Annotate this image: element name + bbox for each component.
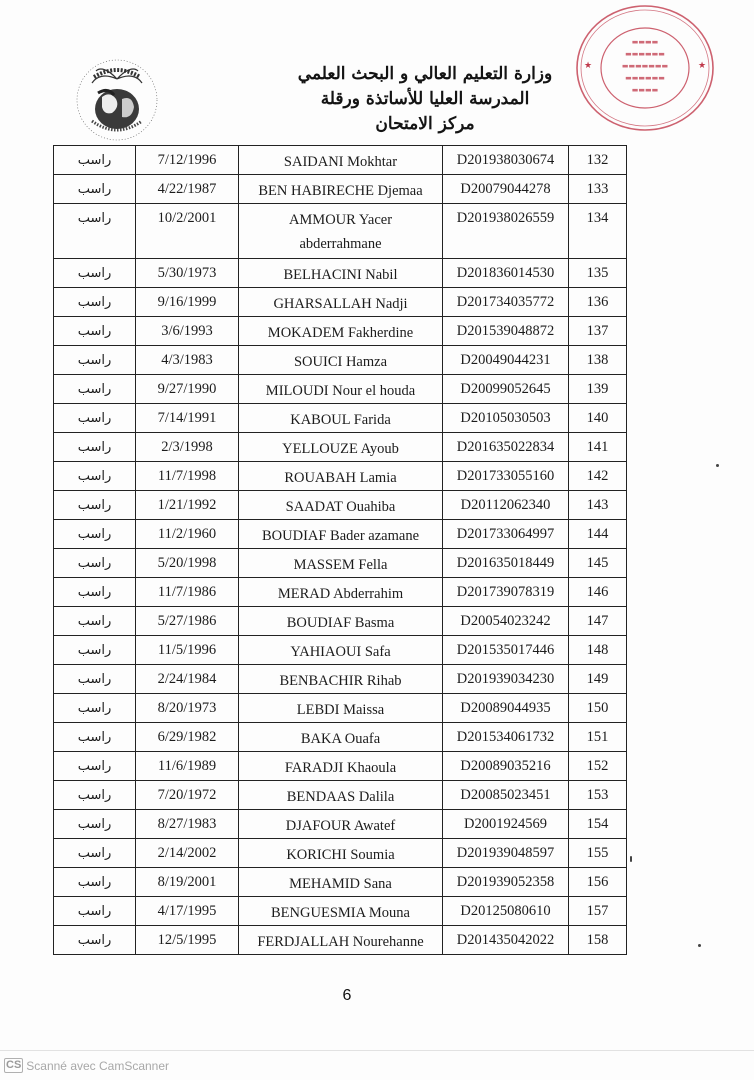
school-name: المدرسة العليا للأساتذة ورقلة [320,89,530,109]
registration-id-cell: D201539048872 [443,317,569,346]
name-cell: BENBACHIR Rihab [239,665,443,694]
birth-date-cell: 9/16/1999 [136,288,239,317]
camscanner-watermark [4,1058,169,1073]
name-cell: KORICHI Soumia [239,839,443,868]
name-cell: MEHAMID Sana [239,868,443,897]
table-row [54,288,627,317]
birth-date-cell: 5/20/1998 [136,549,239,578]
table-row [54,926,627,955]
row-number-cell: 137 [569,317,627,346]
name-cell: YELLOUZE Ayoub [239,433,443,462]
registration-id-cell: D201534061732 [443,723,569,752]
registration-id-cell: D201836014530 [443,259,569,288]
birth-date-cell: 4/22/1987 [136,175,239,204]
name-cell: GHARSALLAH Nadji [239,288,443,317]
table-row [54,520,627,549]
row-number-cell: 153 [569,781,627,810]
registration-id-cell: D20112062340 [443,491,569,520]
birth-date-cell: 3/6/1993 [136,317,239,346]
registration-id-cell: D2001924569 [443,810,569,839]
ministry-name: وزارة التعليم العالي و البحث العلمي [297,64,553,84]
table-row [54,146,627,175]
row-number-cell: 154 [569,810,627,839]
name-cell: AMMOUR Yacer abderrahmane [239,204,443,259]
registration-id-cell: D201938026559 [443,204,569,259]
birth-date-cell: 10/2/2001 [136,204,239,259]
status-cell: راسب [54,317,136,346]
status-cell: راسب [54,752,136,781]
birth-date-cell: 2/14/2002 [136,839,239,868]
birth-date-cell: 1/21/1992 [136,491,239,520]
birth-date-cell: 11/2/1960 [136,520,239,549]
name-cell: SAADAT Ouahiba [239,491,443,520]
registration-id-cell: D201939052358 [443,868,569,897]
name-cell: DJAFOUR Awatef [239,810,443,839]
status-cell: راسب [54,146,136,175]
status-cell: راسب [54,375,136,404]
status-cell: راسب [54,433,136,462]
row-number-cell: 141 [569,433,627,462]
registration-id-cell: D20085023451 [443,781,569,810]
registration-id-cell: D201535017446 [443,636,569,665]
name-cell: BEN HABIRECHE Djemaa [239,175,443,204]
table-row [54,317,627,346]
registration-id-cell: D20089044935 [443,694,569,723]
registration-id-cell: D201635022834 [443,433,569,462]
name-cell: MOKADEM Fakherdine [239,317,443,346]
table-row [54,404,627,433]
row-number-cell: 152 [569,752,627,781]
status-cell: راسب [54,520,136,549]
row-number-cell: 156 [569,868,627,897]
status-cell: راسب [54,665,136,694]
camscanner-text: Scanné avec CamScanner [26,1058,170,1073]
table-row [54,694,627,723]
registration-id-cell: D20105030503 [443,404,569,433]
table-row [54,810,627,839]
table-row [54,636,627,665]
table-row [54,549,627,578]
row-number-cell: 146 [569,578,627,607]
table-row [54,259,627,288]
birth-date-cell: 8/19/2001 [136,868,239,897]
status-cell: راسب [54,578,136,607]
name-cell: SOUICI Hamza [239,346,443,375]
name-cell: YAHIAOUI Safa [239,636,443,665]
row-number-cell: 134 [569,204,627,259]
name-cell: MASSEM Fella [239,549,443,578]
name-cell: BOUDIAF Bader azamane [239,520,443,549]
status-cell: راسب [54,491,136,520]
registration-id-cell: D201938030674 [443,146,569,175]
name-cell: BAKA Ouafa [239,723,443,752]
birth-date-cell: 11/5/1996 [136,636,239,665]
svg-text:★: ★ [584,61,593,71]
status-cell: راسب [54,839,136,868]
status-cell: راسب [54,897,136,926]
name-cell: BOUDIAF Basma [239,607,443,636]
name-cell: ROUABAH Lamia [239,462,443,491]
birth-date-cell: 2/24/1984 [136,665,239,694]
registration-id-cell: D201939048597 [443,839,569,868]
birth-date-cell: 6/29/1982 [136,723,239,752]
row-number-cell: 142 [569,462,627,491]
registration-id-cell: D201435042022 [443,926,569,955]
birth-date-cell: 5/27/1986 [136,607,239,636]
name-cell: MILOUDI Nour el houda [239,375,443,404]
footer-divider [0,1050,754,1051]
svg-text:▬▬▬▬: ▬▬▬▬ [631,86,659,94]
status-cell: راسب [54,926,136,955]
status-cell: راسب [54,204,136,259]
status-cell: راسب [54,607,136,636]
scan-speck [630,856,632,862]
birth-date-cell: 8/20/1973 [136,694,239,723]
registration-id-cell: D20049044231 [443,346,569,375]
row-number-cell: 155 [569,839,627,868]
svg-text:▬▬▬▬▬▬: ▬▬▬▬▬▬ [625,50,665,58]
table-row [54,665,627,694]
birth-date-cell: 4/3/1983 [136,346,239,375]
table-row [54,607,627,636]
name-cell: MERAD Abderrahim [239,578,443,607]
svg-text:▬▬▬▬▬▬: ▬▬▬▬▬▬ [625,74,665,82]
row-number-cell: 147 [569,607,627,636]
row-number-cell: 150 [569,694,627,723]
registration-id-cell: D20125080610 [443,897,569,926]
birth-date-cell: 11/6/1989 [136,752,239,781]
name-cell: FERDJALLAH Nourehanne [239,926,443,955]
status-cell: راسب [54,549,136,578]
row-number-cell: 158 [569,926,627,955]
registration-id-cell: D201734035772 [443,288,569,317]
table-row [54,723,627,752]
birth-date-cell: 11/7/1986 [136,578,239,607]
row-number-cell: 145 [569,549,627,578]
birth-date-cell: 7/14/1991 [136,404,239,433]
camscanner-logo-icon: CS [6,1059,22,1071]
birth-date-cell: 8/27/1983 [136,810,239,839]
row-number-cell: 149 [569,665,627,694]
row-number-cell: 132 [569,146,627,175]
status-cell: راسب [54,259,136,288]
table-row [54,491,627,520]
status-cell: راسب [54,404,136,433]
row-number-cell: 138 [569,346,627,375]
birth-date-cell: 4/17/1995 [136,897,239,926]
row-number-cell: 157 [569,897,627,926]
name-cell: BELHACINI Nabil [239,259,443,288]
table-row [54,204,627,259]
row-number-cell: 139 [569,375,627,404]
school-emblem-icon [72,55,162,143]
scan-speck [716,464,719,467]
status-cell: راسب [54,288,136,317]
row-number-cell: 144 [569,520,627,549]
status-cell: راسب [54,636,136,665]
registration-id-cell: D201739078319 [443,578,569,607]
name-cell: SAIDANI Mokhtar [239,146,443,175]
birth-date-cell: 9/27/1990 [136,375,239,404]
status-cell: راسب [54,346,136,375]
registration-id-cell: D201939034230 [443,665,569,694]
results-table [53,145,627,955]
official-stamp-icon [574,2,716,134]
row-number-cell: 143 [569,491,627,520]
table-row [54,897,627,926]
birth-date-cell: 7/12/1996 [136,146,239,175]
birth-date-cell: 5/30/1973 [136,259,239,288]
svg-text:▬▬▬▬: ▬▬▬▬ [631,38,659,46]
scan-speck [698,944,701,947]
results-table-body [54,146,627,955]
status-cell: راسب [54,175,136,204]
row-number-cell: 148 [569,636,627,665]
birth-date-cell: 12/5/1995 [136,926,239,955]
birth-date-cell: 2/3/1998 [136,433,239,462]
name-cell: BENGUESMIA Mouna [239,897,443,926]
table-row [54,752,627,781]
row-number-cell: 140 [569,404,627,433]
table-row [54,868,627,897]
status-cell: راسب [54,781,136,810]
exam-center-label: مركز الامتحان [375,114,475,134]
row-number-cell: 151 [569,723,627,752]
status-cell: راسب [54,462,136,491]
svg-text:★: ★ [698,61,707,71]
registration-id-cell: D20089035216 [443,752,569,781]
table-row [54,175,627,204]
registration-id-cell: D201733064997 [443,520,569,549]
name-cell: FARADJI Khaoula [239,752,443,781]
table-row [54,578,627,607]
page-number: 6 [342,987,352,1004]
table-row [54,462,627,491]
row-number-cell: 133 [569,175,627,204]
table-row [54,781,627,810]
status-cell: راسب [54,868,136,897]
registration-id-cell: D201733055160 [443,462,569,491]
document-header [290,62,560,137]
status-cell: راسب [54,723,136,752]
table-row [54,433,627,462]
registration-id-cell: D20079044278 [443,175,569,204]
birth-date-cell: 7/20/1972 [136,781,239,810]
name-cell: KABOUL Farida [239,404,443,433]
row-number-cell: 136 [569,288,627,317]
registration-id-cell: D20054023242 [443,607,569,636]
registration-id-cell: D20099052645 [443,375,569,404]
table-row [54,346,627,375]
table-row [54,839,627,868]
svg-text:▬▬▬▬▬▬▬: ▬▬▬▬▬▬▬ [621,62,669,70]
table-row [54,375,627,404]
status-cell: راسب [54,810,136,839]
row-number-cell: 135 [569,259,627,288]
registration-id-cell: D201635018449 [443,549,569,578]
status-cell: راسب [54,694,136,723]
name-cell: LEBDI Maissa [239,694,443,723]
birth-date-cell: 11/7/1998 [136,462,239,491]
name-cell: BENDAAS Dalila [239,781,443,810]
